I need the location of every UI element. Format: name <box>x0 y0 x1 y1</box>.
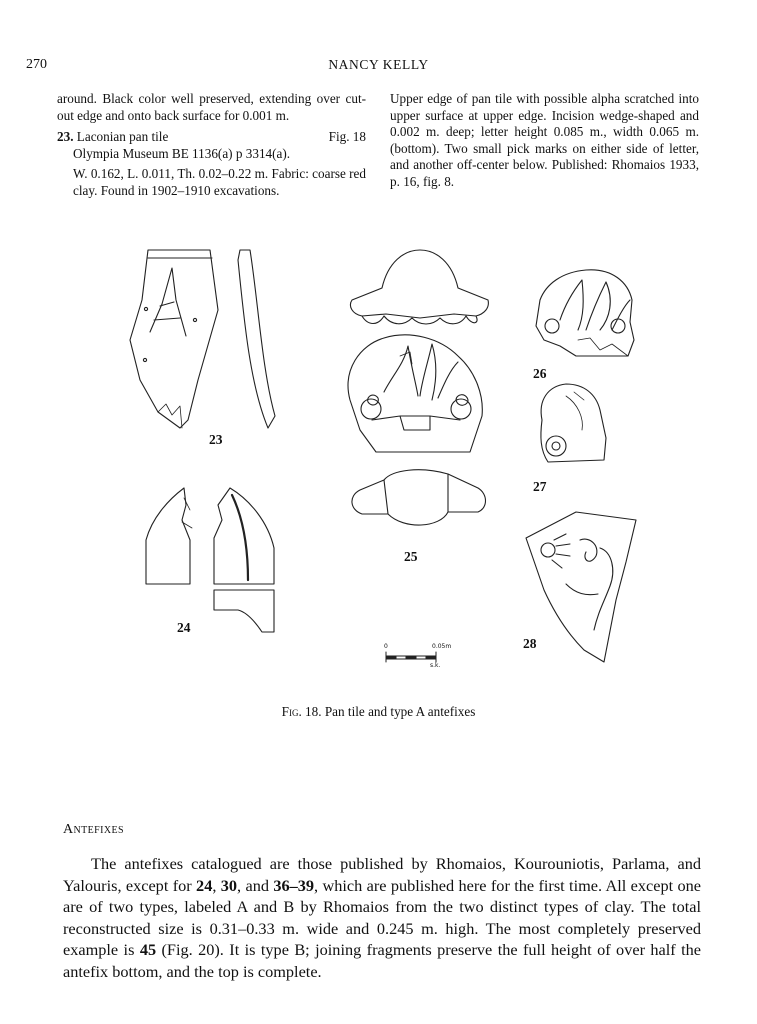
figure-label-23: 23 <box>209 432 223 447</box>
figure-caption <box>0 704 757 720</box>
antefix-28-drawing <box>526 512 636 662</box>
figure-label-25: 25 <box>404 549 418 564</box>
section-body <box>63 853 701 982</box>
catalogue-ref-45: 45 <box>139 940 157 959</box>
antefix-26-drawing <box>536 270 634 356</box>
figure-label-24: 24 <box>177 620 191 635</box>
figure-label-27: 27 <box>533 479 547 494</box>
body-paragraph <box>63 853 701 982</box>
caption-fig-number: Fig. 18. <box>281 704 322 719</box>
catalogue-ref-36-39: 36–39 <box>273 875 315 895</box>
catalogue-ref-24: 24 <box>196 875 213 895</box>
scale-zero: 0 <box>384 643 388 650</box>
body-text-run: , <box>212 875 221 895</box>
body-text-run: (Fig. 20). It is type B; joining fragments preserve the full height of over half the antefix bottom, and the top is complete. <box>63 940 701 981</box>
entry-details: W. 0.162, L. 0.011, Th. 0.02–0.22 m. Fabric: coarse red clay. Found in 1902–1910 excavations. <box>73 166 366 198</box>
pan-tile-front-drawing <box>130 250 218 428</box>
antefix-27-drawing <box>541 384 606 462</box>
running-head-author: NANCY KELLY <box>328 57 429 72</box>
entry-number: 23. <box>57 129 74 145</box>
antefix-24-drawing <box>146 488 274 632</box>
right-column-text: Upper edge of pan tile with possible alpha scratched into upper surface at upper edge. Incision wedge-shaped and 0.002 m. deep; letter height 0.085 m., width 0.065 m. (bottom). Two small pick marks on either side of letter, and another off-center below. Published: Rhomaios 1933, p. 16, fig. 8. <box>390 91 699 189</box>
scale-initials: s.k. <box>430 662 441 669</box>
section-heading: Antefixes <box>63 822 124 837</box>
body-text-run: , which are published here for the first time. All except one are of two types, labeled A and B by Rhomaios from the two distinct types of clay. The total reconstructed size is 0.31–0.33 m. wide and 0.245 m. high. The most completely preserved example is <box>63 875 702 959</box>
figure-label-26: 26 <box>533 366 547 381</box>
entry-museum: Olympia Museum BE 1136(a) p 3314(a). <box>73 145 291 161</box>
continuation-text: around. Black color well preserved, extending over cut-out edge and onto back surface for 0.001 m. <box>57 91 366 123</box>
catalogue-ref-30: 30 <box>220 875 238 895</box>
caption-text: Pan tile and type A antefixes <box>324 704 476 719</box>
body-text-run: , and <box>237 875 274 895</box>
page-number: 270 <box>26 57 47 72</box>
entry-title: Laconian pan tile <box>76 129 169 145</box>
pan-tile-profile-drawing <box>238 250 275 428</box>
figure-label-28: 28 <box>523 636 537 651</box>
body-text-run: The antefixes catalogued are those published by Rhomaios, Kourouniotis, Parlama, and Yalouris, except for <box>63 854 701 895</box>
antefix-25-drawing <box>348 250 488 525</box>
scale-bar <box>386 652 436 662</box>
scale-end: 0.05m <box>432 643 452 650</box>
entry-fig-ref: Fig. 18 <box>328 129 366 145</box>
